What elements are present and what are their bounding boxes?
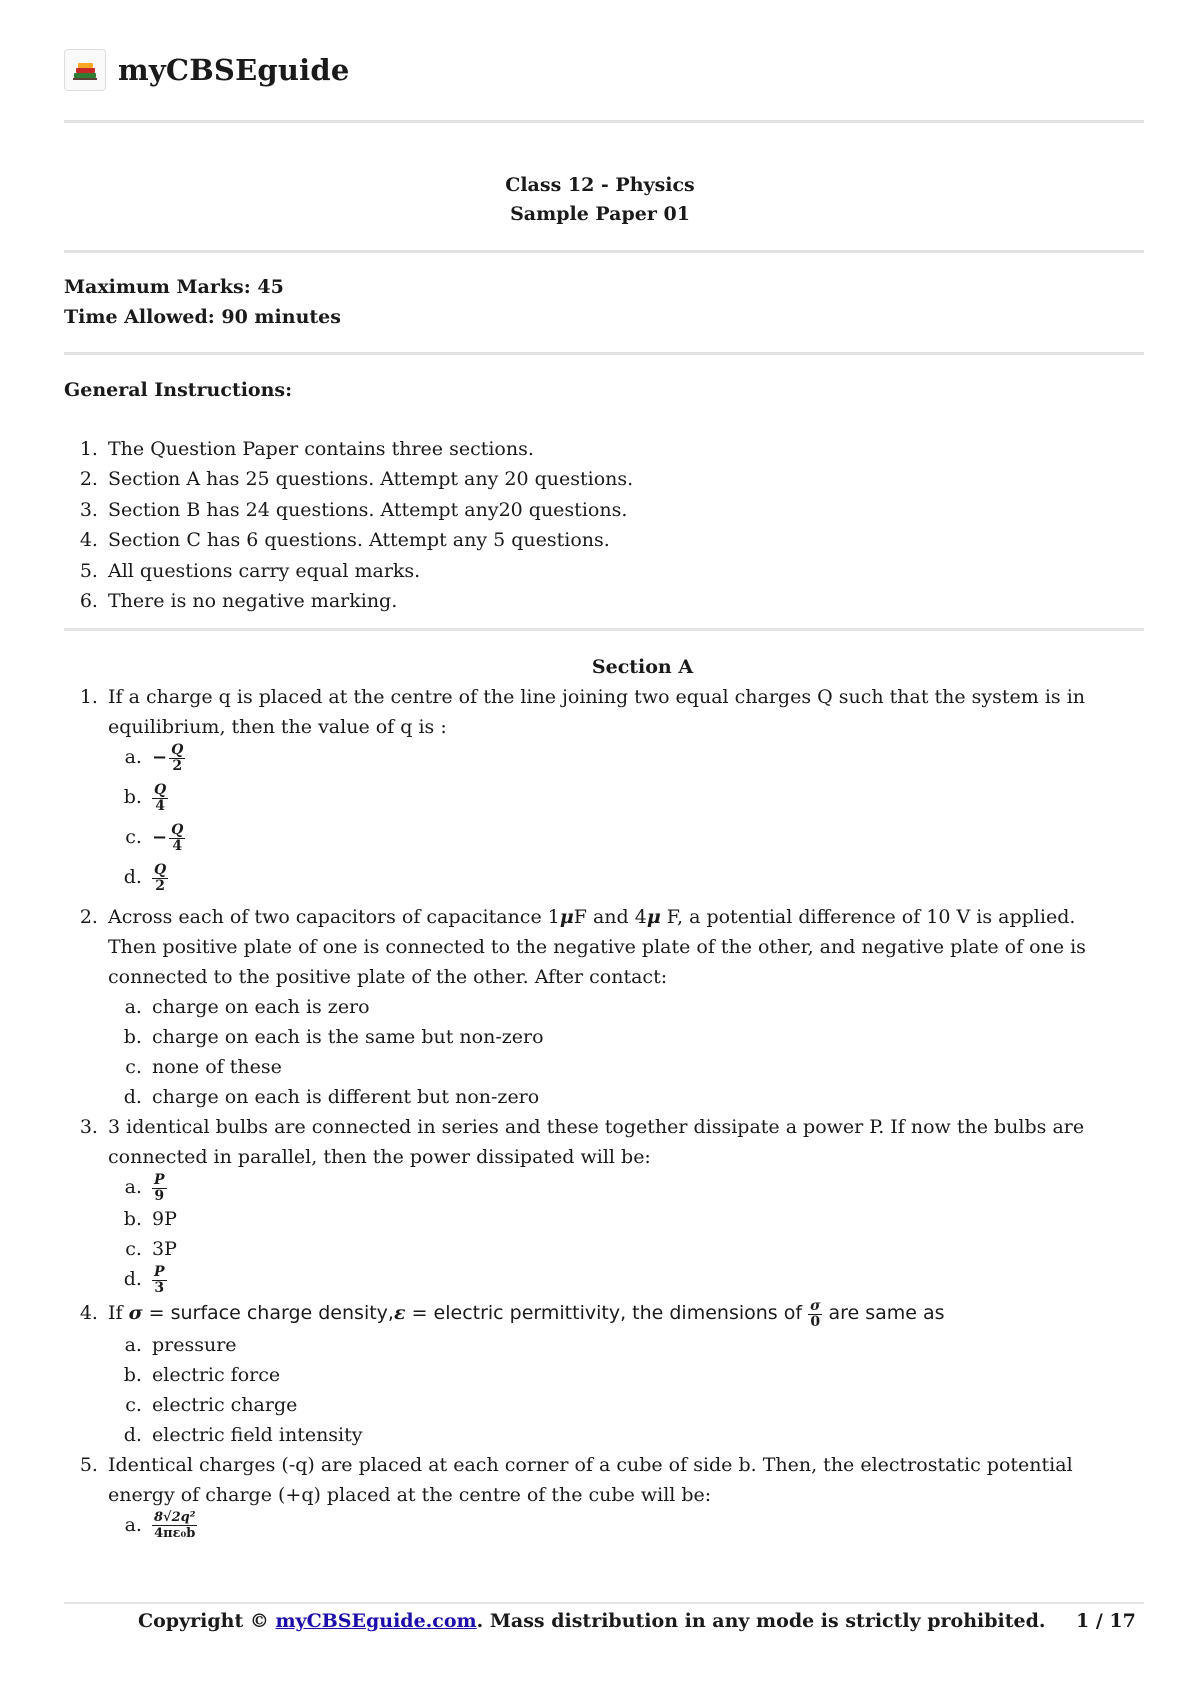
option-list — [108, 1330, 1116, 1450]
time-allowed: Time Allowed: 90 minutes — [64, 306, 341, 328]
section-title: Section A — [591, 656, 694, 678]
text-part: = electric permittivity, the dimensions of — [405, 1302, 809, 1324]
divider — [64, 250, 1144, 253]
denominator: 4 — [172, 837, 183, 854]
brand-name: myCBSEguide — [118, 53, 350, 87]
divider — [64, 120, 1144, 123]
fraction — [152, 783, 168, 814]
numerator: b. Q — [154, 781, 167, 798]
instruction-item: 5. All questions carry equal marks. — [104, 556, 633, 586]
denominator: 2 — [172, 757, 183, 774]
instruction-item: 1. The Question Paper contains three sections. — [104, 434, 633, 464]
brand-header — [64, 46, 349, 94]
question-text: Identical charges (-q) are placed at each corner of a cube of side b. Then, the electrostatic potential energy of charge (+q) placed at the centre of the cube will be: — [108, 1453, 1073, 1506]
denominator: 9 — [154, 1187, 165, 1204]
fraction — [152, 863, 168, 894]
option-item — [148, 862, 1116, 902]
option-item — [148, 742, 1116, 782]
question-list — [64, 682, 1116, 1550]
numerator: a. 8√2q² — [154, 1510, 196, 1525]
option-sign: − — [152, 747, 168, 768]
books-logo-icon — [64, 49, 106, 91]
instruction-item: 3. Section B has 24 questions. Attempt any20 questions. — [104, 495, 633, 525]
option-item — [148, 822, 1116, 862]
site-link[interactable]: myCBSEguide.com — [275, 1610, 477, 1632]
fraction — [152, 1510, 197, 1541]
divider — [64, 1602, 1144, 1604]
denominator: 2 — [155, 877, 165, 894]
epsilon-symbol: ε — [393, 1302, 406, 1324]
text-part: F and 4 — [573, 906, 647, 928]
option-list — [108, 992, 1116, 1112]
copyright-suffix: . Mass distribution in any mode is strictly prohibited. — [476, 1610, 1046, 1632]
numerator: d. Q — [154, 861, 167, 878]
option-item — [148, 1264, 1116, 1296]
option-list — [108, 1172, 1116, 1296]
option-item — [148, 1510, 1116, 1550]
numerator: Q — [171, 821, 184, 838]
fraction — [808, 1299, 822, 1330]
numerator: d. P — [154, 1263, 165, 1280]
text-part: F, a potential difference of 10 V is applied. Then positive plate of one is connected to the negative plate of the other, and negative plate of one is connected to the positive plate of the other. After contact: — [108, 906, 1086, 988]
question-item — [104, 1112, 1116, 1296]
option-item: c. electric charge — [148, 1390, 1116, 1420]
option-item — [148, 1172, 1116, 1204]
option-item: a. pressure — [148, 1330, 1116, 1360]
option-item: c. 3P — [148, 1234, 1116, 1264]
denominator: 4 — [155, 797, 165, 814]
text-part: If — [108, 1302, 129, 1324]
sigma-symbol: σ — [128, 1302, 143, 1324]
class-title: Class 12 - Physics — [505, 174, 695, 196]
paper-title: Sample Paper 01 — [510, 203, 690, 225]
mu-symbol: μ — [646, 906, 661, 928]
option-item: c. none of these — [148, 1052, 1116, 1082]
text-part: Across each of two capacitors of capacitance 1 — [108, 906, 560, 928]
denominator: 0 — [810, 1313, 821, 1330]
fraction — [152, 1173, 167, 1204]
instruction-item: 4. Section C has 6 questions. Attempt any 5 questions. — [104, 525, 633, 555]
fraction — [169, 743, 185, 774]
page-number: 1 / 17 — [1076, 1610, 1136, 1632]
instructions-list — [64, 434, 633, 616]
option-item: d. charge on each is different but non-zero — [148, 1082, 1116, 1112]
instruction-item: 6. There is no negative marking. — [104, 586, 633, 616]
instruction-item: 2. Section A has 25 questions. Attempt any 20 questions. — [104, 464, 633, 494]
option-item: b. 9P — [148, 1204, 1116, 1234]
fraction — [152, 1265, 167, 1296]
denominator: 3 — [154, 1279, 165, 1296]
option-item: a. charge on each is zero — [148, 992, 1116, 1022]
instructions-heading: General Instructions: — [64, 379, 293, 401]
option-item: b. charge on each is the same but non-zero — [148, 1022, 1116, 1052]
option-list — [108, 742, 1116, 902]
text-part: = surface charge density, — [142, 1302, 394, 1324]
option-item — [148, 782, 1116, 822]
question-text — [108, 906, 1086, 988]
copyright-prefix: Copyright © — [138, 1610, 276, 1632]
text-part: are same as — [822, 1302, 945, 1324]
fraction — [169, 823, 185, 854]
question-item — [104, 1450, 1116, 1550]
copyright-notice — [138, 1610, 1046, 1632]
option-sign: − — [152, 827, 168, 848]
numerator: a. P — [154, 1171, 165, 1188]
divider — [64, 628, 1144, 631]
divider — [64, 352, 1144, 355]
question-text: 3 identical bulbs are connected in series and these together dissipate a power P. If now the bulbs are connected in parallel, then the power dissipated will be: — [108, 1116, 1085, 1168]
numerator: Q — [171, 741, 184, 758]
question-item — [104, 682, 1116, 902]
question-item — [104, 1298, 1116, 1450]
denominator: 4πε₀b — [154, 1526, 196, 1541]
question-text: If a charge q is placed at the centre of the line joining two equal charges Q such that the system is in equilibrium, then the value of q is : — [108, 686, 1086, 738]
option-item: b. electric force — [148, 1360, 1116, 1390]
option-item: d. electric field intensity — [148, 1420, 1116, 1450]
question-text — [108, 1297, 945, 1330]
maximum-marks: Maximum Marks: 45 — [64, 276, 284, 298]
numerator: σ — [810, 1297, 821, 1314]
mu-symbol: μ — [559, 906, 574, 928]
option-list — [108, 1510, 1116, 1550]
question-item — [104, 902, 1116, 1112]
